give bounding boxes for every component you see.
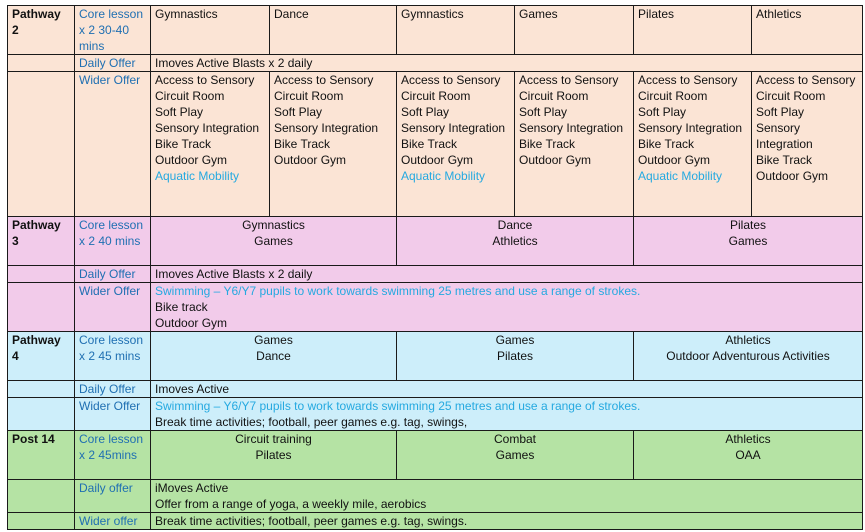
pathway-label: Pathway 2 (8, 6, 75, 55)
core-activity: Combat (493, 432, 537, 446)
core-activity: Athletics (752, 6, 863, 55)
wider-item: Access to Sensory Circuit Room (401, 73, 501, 103)
pathway-label: Post 14 (8, 431, 75, 480)
pathway3-core-row (8, 217, 863, 266)
empty-cell (8, 398, 75, 431)
wider-offer-cell (151, 398, 863, 431)
pathway-label: Pathway 3 (8, 217, 75, 266)
wider-item: Outdoor Gym (155, 316, 228, 330)
pathway-label: Pathway 4 (8, 332, 75, 381)
core-activity: Games (515, 6, 634, 55)
wider-offer-label: Wider offer (75, 513, 151, 530)
pathway2-core-row (8, 6, 863, 55)
empty-cell (8, 55, 75, 72)
core-activity: Gymnastics (151, 6, 270, 55)
wider-offer-cell (515, 72, 634, 217)
wider-offer-cell (634, 72, 752, 217)
wider-item: Sensory Integration (274, 121, 379, 135)
core-activity-group (634, 332, 863, 381)
core-activity: Games (254, 234, 293, 248)
wider-item: Access to Sensory Circuit Room (756, 73, 856, 103)
wider-item: Bike Track (155, 137, 212, 151)
core-activity-group (397, 431, 634, 480)
wider-item: Sensory Integration (638, 121, 743, 135)
daily-offer-text: Offer from a range of yoga, a weekly mile, aerobics (155, 497, 427, 511)
wider-offer-label: Wider Offer (75, 398, 151, 431)
daily-offer-label: Daily Offer (75, 381, 151, 398)
swimming-text: Swimming – Y6/Y7 pupils to work towards swimming 25 metres and use a range of strokes. (155, 399, 641, 413)
core-activity-group (151, 217, 397, 266)
core-activity: OAA (735, 448, 761, 462)
core-activity-group (634, 431, 863, 480)
wider-item: Bike Track (401, 137, 458, 151)
core-activity: Athletics (725, 432, 771, 446)
core-activity: Pilates (729, 218, 767, 232)
post14-daily-row (8, 480, 863, 513)
wider-offer-cell (270, 72, 397, 217)
core-activity: Athletics (492, 234, 538, 248)
wider-item-aquatic: Aquatic Mobility (638, 169, 723, 183)
core-activity: Gymnastics (397, 6, 515, 55)
daily-offer-text: Imoves Active Blasts x 2 daily (151, 266, 863, 283)
wider-offer-label: Wider Offer (75, 72, 151, 217)
wider-offer-cell (151, 283, 863, 332)
wider-offer-cell (397, 72, 515, 217)
core-activity: Outdoor Adventurous Activities (666, 349, 830, 363)
wider-item: Soft Play (274, 105, 323, 119)
core-activity: Dance (497, 218, 533, 232)
core-activity: Games (495, 448, 535, 462)
daily-offer-text: iMoves Active (155, 481, 229, 495)
empty-cell (8, 513, 75, 530)
core-activity: Games (254, 333, 293, 347)
wider-item: Outdoor Gym (519, 153, 592, 167)
core-lesson-label: Core lesson x 2 40 mins (75, 217, 151, 266)
daily-offer-text: Imoves Active Blasts x 2 daily (151, 55, 863, 72)
core-activity: Dance (270, 6, 397, 55)
wider-item: Access to Sensory Circuit Room (155, 73, 255, 103)
pathway2-wider-row (8, 72, 863, 217)
wider-item: Bike Track (756, 153, 813, 167)
core-activity-group (151, 332, 397, 381)
core-activity: Pilates (496, 349, 534, 363)
wider-item: Soft Play (638, 105, 687, 119)
pathway3-wider-row (8, 283, 863, 332)
core-activity: Athletics (725, 333, 771, 347)
empty-cell (8, 266, 75, 283)
pathway2-daily-row (8, 55, 863, 72)
wider-item: Sensory Integration (756, 121, 813, 151)
wider-offer-text: Break time activities; football, peer games e.g. tag, swings. (151, 513, 863, 530)
pathway3-daily-row (8, 266, 863, 283)
wider-item: Outdoor Gym (638, 153, 711, 167)
wider-item: Access to Sensory Circuit Room (274, 73, 374, 103)
core-activity: Games (495, 333, 535, 347)
core-activity: Games (728, 234, 768, 248)
core-activity: Gymnastics (242, 218, 305, 232)
wider-item: Bike Track (274, 137, 331, 151)
core-lesson-label: Core lesson x 2 45 mins (75, 332, 151, 381)
wider-item-aquatic: Aquatic Mobility (155, 169, 240, 183)
core-activity: Pilates (634, 6, 752, 55)
wider-item: Sensory Integration (519, 121, 624, 135)
wider-item: Outdoor Gym (155, 153, 228, 167)
core-activity-group (397, 332, 634, 381)
core-lesson-label: Core lesson x 2 30-40 mins (75, 6, 151, 55)
daily-offer-label: Daily Offer (75, 266, 151, 283)
core-lesson-label: Core lesson x 2 45mins (75, 431, 151, 480)
wider-item: Soft Play (401, 105, 450, 119)
wider-item: Bike track (155, 300, 208, 314)
wider-item: Bike Track (519, 137, 576, 151)
empty-cell (8, 72, 75, 217)
wider-offer-cell (151, 72, 270, 217)
post14-wider-row (8, 513, 863, 530)
swimming-text: Swimming – Y6/Y7 pupils to work towards swimming 25 metres and use a range of strokes. (155, 284, 641, 298)
daily-offer-label: Daily Offer (75, 55, 151, 72)
wider-item: Outdoor Gym (274, 153, 347, 167)
wider-item: Access to Sensory Circuit Room (519, 73, 619, 103)
wider-item: Soft Play (155, 105, 204, 119)
pathway4-wider-row (8, 398, 863, 431)
core-activity: Circuit training (235, 432, 312, 446)
post14-core-row (8, 431, 863, 480)
empty-cell (8, 480, 75, 513)
pathway4-daily-row (8, 381, 863, 398)
wider-item: Bike Track (638, 137, 695, 151)
wider-item-aquatic: Aquatic Mobility (401, 169, 486, 183)
core-activity-group (397, 217, 634, 266)
wider-item: Sensory Integration (155, 121, 260, 135)
empty-cell (8, 283, 75, 332)
empty-cell (8, 381, 75, 398)
daily-offer-cell (151, 480, 863, 513)
core-activity: Dance (256, 349, 291, 363)
wider-item: Access to Sensory Circuit Room (638, 73, 738, 103)
wider-offer-cell (752, 72, 863, 217)
daily-offer-text: Imoves Active (151, 381, 863, 398)
wider-item: Soft Play (519, 105, 568, 119)
wider-item: Soft Play (756, 105, 805, 119)
daily-offer-label: Daily offer (75, 480, 151, 513)
pathway4-core-row (8, 332, 863, 381)
wider-item: Outdoor Gym (401, 153, 474, 167)
wider-offer-label: Wider Offer (75, 283, 151, 332)
wider-item: Outdoor Gym (756, 169, 829, 183)
wider-item: Break time activities; football, peer games e.g. tag, swings, (155, 415, 468, 429)
wider-item: Sensory Integration (401, 121, 506, 135)
core-activity-group (151, 431, 397, 480)
core-activity-group (634, 217, 863, 266)
curriculum-table (7, 5, 863, 530)
core-activity: Pilates (255, 448, 292, 462)
